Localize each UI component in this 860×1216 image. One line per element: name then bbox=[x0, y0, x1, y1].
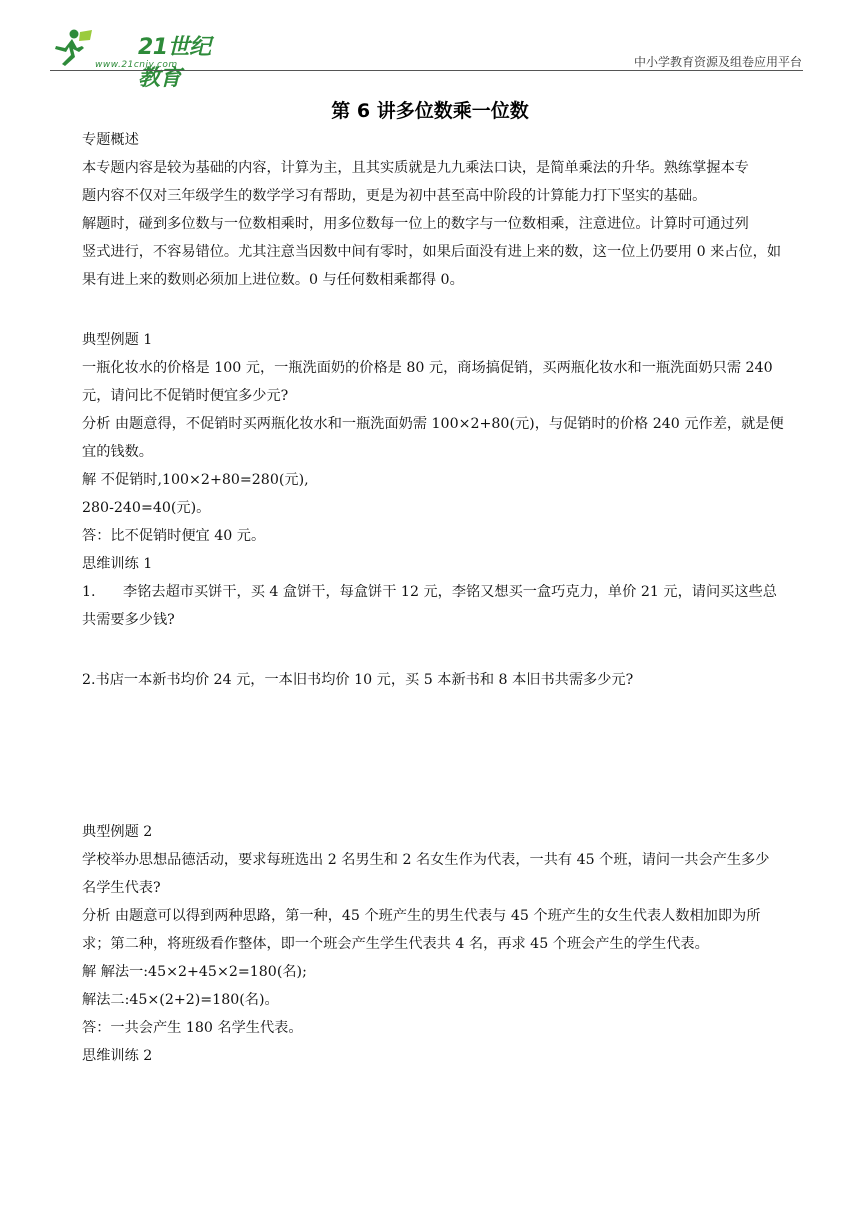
logo-text: 21世纪教育 bbox=[138, 35, 211, 91]
example1-analysis-line1: 分析 由题意得，不促销时买两瓶化妆水和一瓶洗面奶需 100×2+80(元)，与促销时的价格 240 元作差，就是便 bbox=[82, 416, 784, 432]
document-body bbox=[82, 126, 802, 1070]
example1-heading: 典型例题 1 bbox=[82, 332, 153, 348]
logo-url: www.21cnjy.com bbox=[95, 60, 178, 70]
example1-question-line1: 一瓶化妆水的价格是 100 元，一瓶洗面奶的价格是 80 元，商场搞促销，买两瓶化妆水和一瓶洗面奶只需 240 bbox=[82, 360, 773, 376]
overview-p1-line1: 本专题内容是较为基础的内容，计算为主，且其实质就是九九乘法口诀，是简单乘法的升华。熟练掌握本专 bbox=[82, 160, 749, 176]
example2-analysis-line2: 求；第二种，将班级看作整体，即一个班会产生学生代表共 4 名，再求 45 个班会产生的学生代表。 bbox=[82, 936, 709, 952]
example2-heading: 典型例题 2 bbox=[82, 824, 153, 840]
spacer bbox=[82, 294, 802, 326]
example2-question-line2: 名学生代表? bbox=[82, 880, 161, 896]
example2-solution-line1: 解 解法一:45×2+45×2=180(名); bbox=[82, 964, 307, 980]
example2-question-line1: 学校举办思想品德活动，要求每班选出 2 名男生和 2 名女生作为代表，一共有 45 个班，请问一共会产生多少 bbox=[82, 852, 770, 868]
page-header bbox=[0, 0, 860, 91]
example1-analysis-line2: 宜的钱数。 bbox=[82, 444, 153, 460]
training2-heading: 思维训练 2 bbox=[82, 1048, 153, 1064]
training1-q1-line2: 共需要多少钱? bbox=[82, 612, 175, 628]
example1-answer: 答：比不促销时便宜 40 元。 bbox=[82, 528, 266, 544]
training1-q2: 2.书店一本新书均价 24 元，一本旧书均价 10 元，买 5 本新书和 8 本旧书共需多少元? bbox=[82, 672, 634, 688]
logo bbox=[50, 28, 230, 91]
example2-solution-line2: 解法二:45×(2+2)=180(名)。 bbox=[82, 992, 279, 1008]
runner-logo-icon bbox=[50, 28, 94, 68]
overview-heading: 专题概述 bbox=[82, 132, 139, 148]
page-title: 第 6 讲多位数乘一位数 bbox=[331, 100, 529, 122]
spacer bbox=[82, 634, 802, 666]
header-tagline: 中小学教育资源及组卷应用平台 bbox=[633, 55, 802, 69]
example1-solution-line1: 解 不促销时,100×2+80=280(元), bbox=[82, 472, 309, 488]
overview-p2-line2: 竖式进行，不容易错位。尤其注意当因数中间有零时，如果后面没有进上来的数，这一位上仍要用 0 来占位，如 bbox=[82, 244, 782, 260]
header-divider bbox=[50, 70, 803, 71]
spacer bbox=[82, 694, 802, 818]
overview-p1-line2: 题内容不仅对三年级学生的数学学习有帮助，更是为初中甚至高中阶段的计算能力打下坚实的基础。 bbox=[82, 188, 707, 204]
example1-solution-line2: 280-240=40(元)。 bbox=[82, 500, 211, 516]
training1-q1-number: 1. bbox=[82, 584, 96, 600]
example2-analysis-line1: 分析 由题意可以得到两种思路，第一种，45 个班产生的男生代表与 45 个班产生的女生代表人数相加即为所 bbox=[82, 908, 761, 924]
training1-q1-text: 李铭去超市买饼干，买 4 盒饼干，每盒饼干 12 元，李铭又想买一盒巧克力，单价 21 元，请问买这些总 bbox=[123, 584, 777, 600]
training1-heading: 思维训练 1 bbox=[82, 556, 153, 572]
example1-question-line2: 元，请问比不促销时便宜多少元? bbox=[82, 388, 289, 404]
overview-p2-line1: 解题时，碰到多位数与一位数相乘时，用多位数每一位上的数字与一位数相乘，注意进位。计算时可通过列 bbox=[82, 216, 749, 232]
example2-answer: 答：一共会产生 180 名学生代表。 bbox=[82, 1020, 303, 1036]
training1-q1-line1 bbox=[82, 578, 802, 606]
overview-p2-line3: 果有进上来的数则必须加上进位数。0 与任何数相乘都得 0。 bbox=[82, 272, 464, 288]
